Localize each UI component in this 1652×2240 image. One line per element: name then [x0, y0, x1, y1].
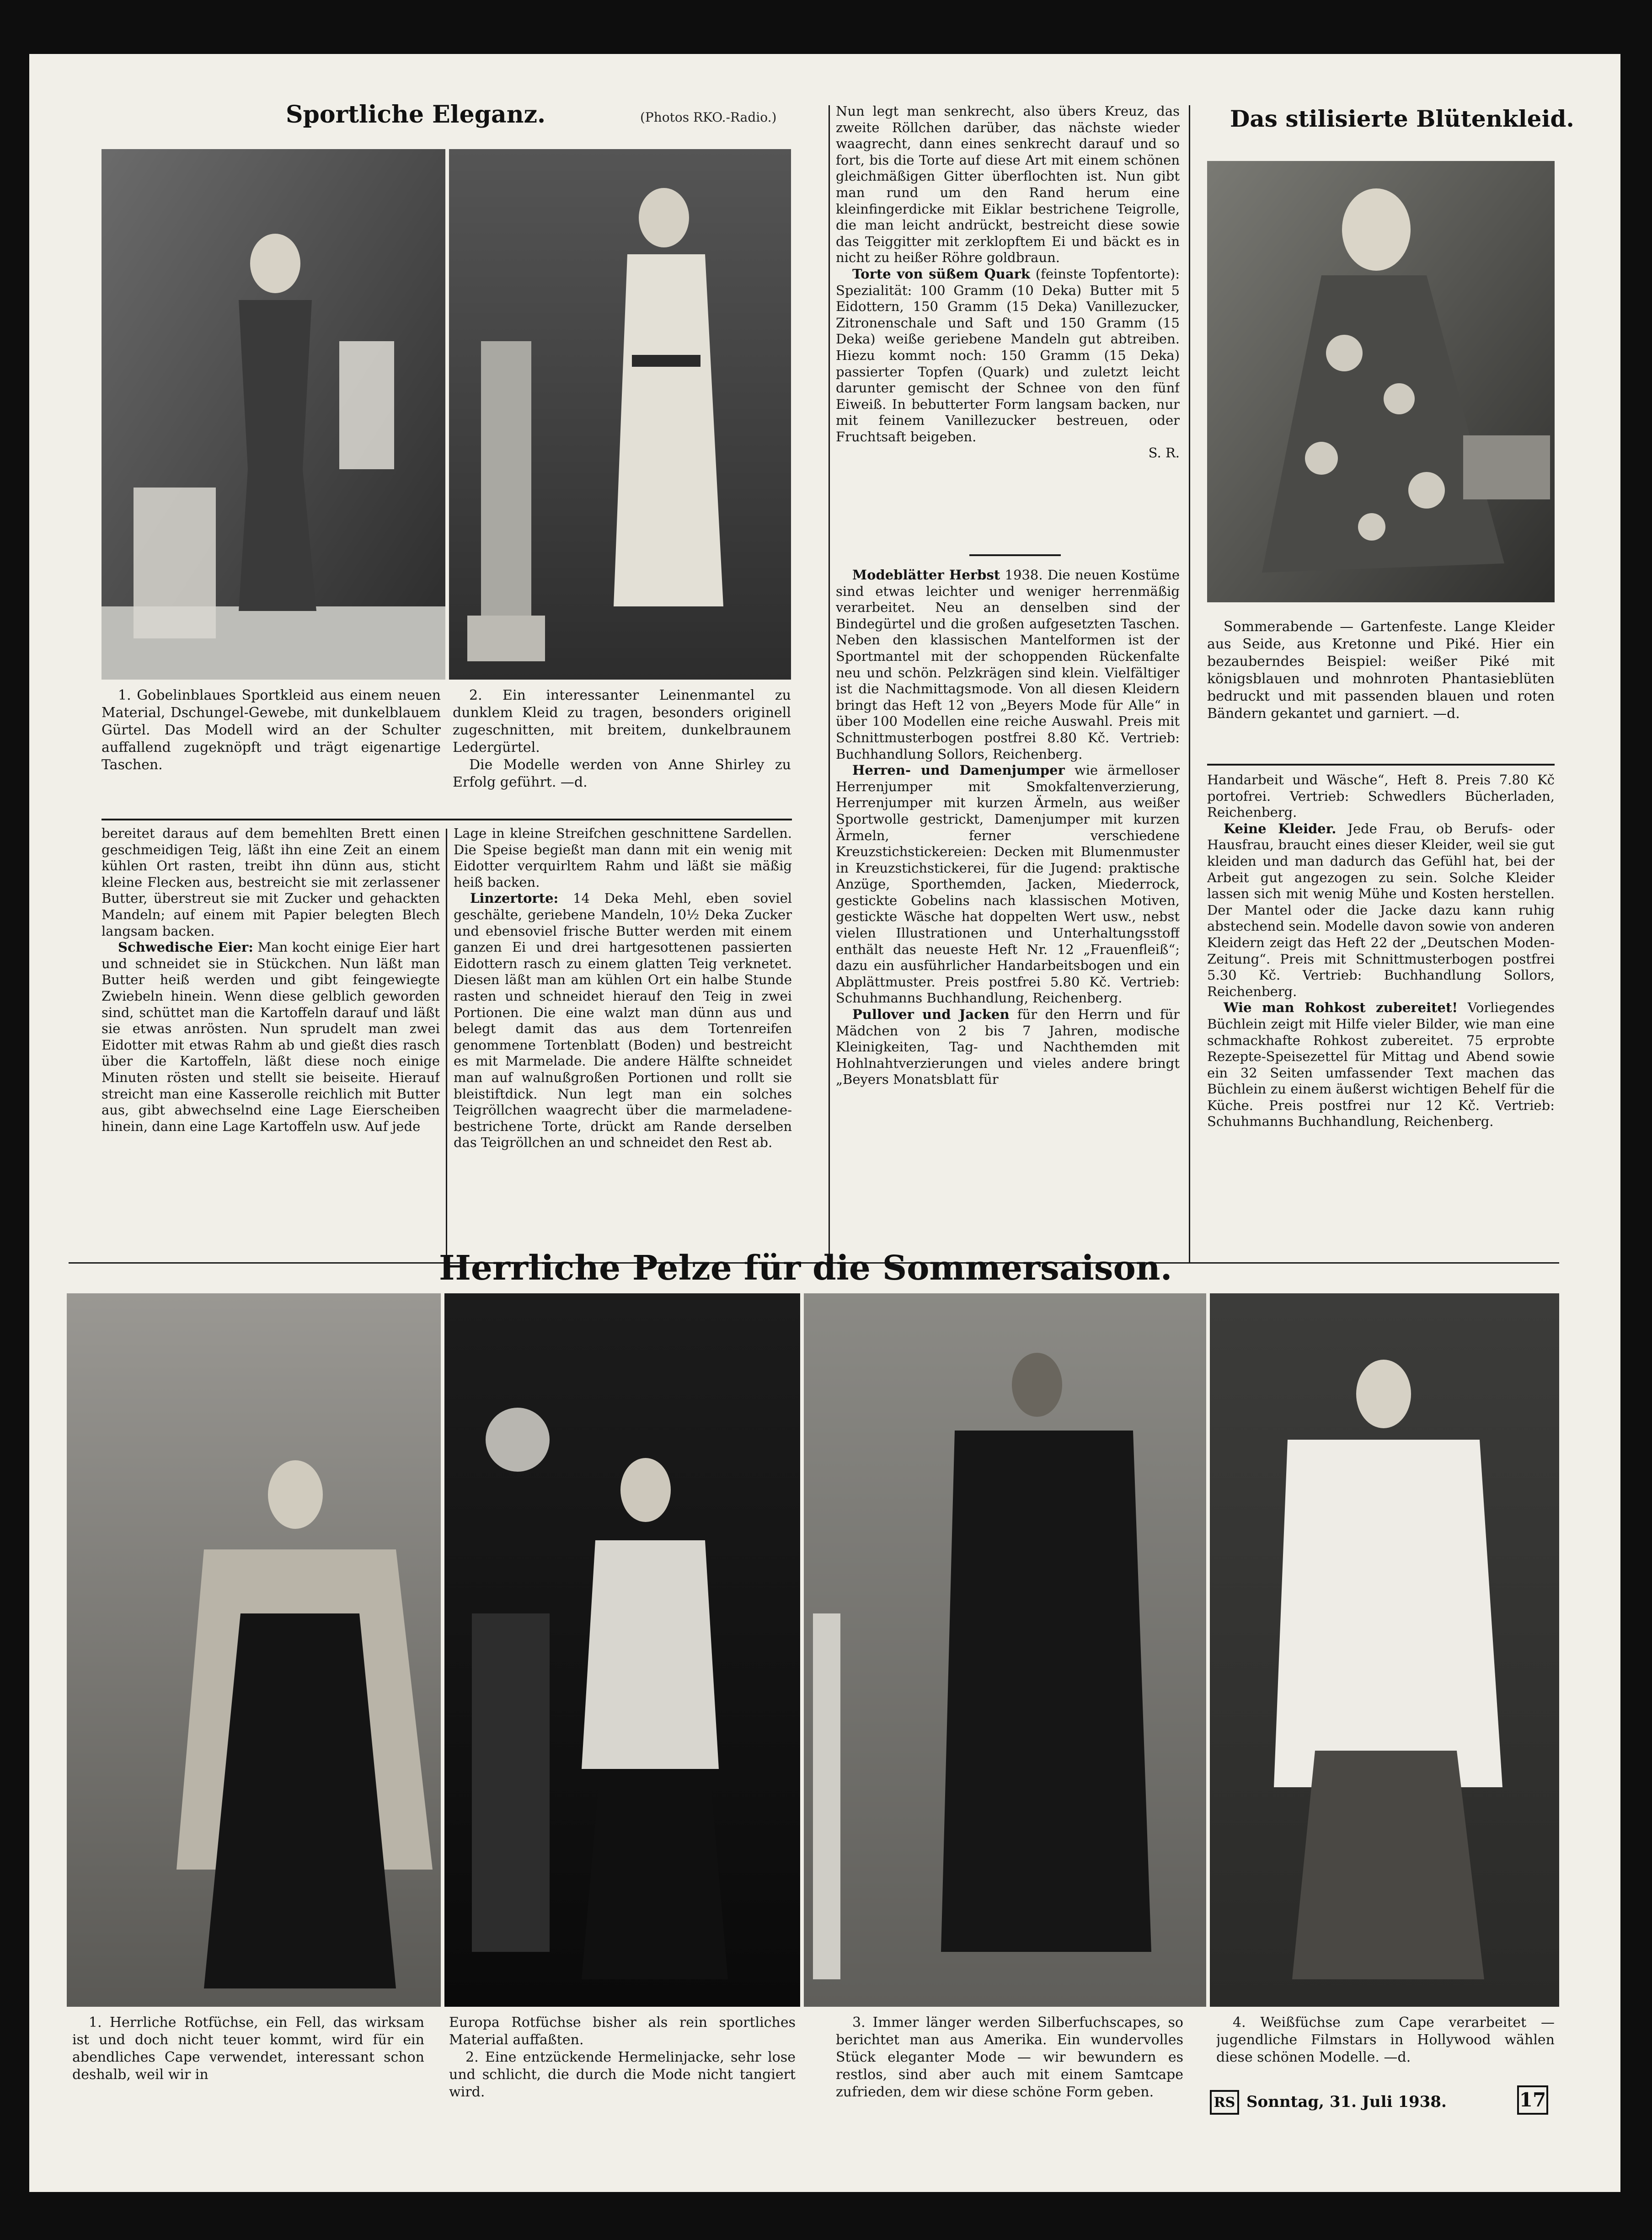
note-paragraph: Wie man Rohkost zubereitet! Vorliegendes Büchlein zeigt mit Hilfe vieler Bilder, wie man eine schmackhafte Rohkost zubereitet. 75 erprobte Rezepte-Speisezettel für Mittag und Abend sowie ein 32 Seiten umfassender Text machen das Büchlein zu einem äußerst wichtigen Behelf für die Küche. Preis postfrei nur 12 Kč. Vertrieb: Schuhmanns Buchhandlung, Reichenberg.: [1207, 1000, 1555, 1130]
note-paragraph: Herren- und Damenjumper wie ärmelloser Herrenjumper mit Smokfaltenverzierung, Herrenjumper mit kurzen Ärmeln, aus weißer Sportwolle gestrickt, Damenjumper mit kurzen Ärmeln, ferner verschiedene Kreuzstichstickereien: Decken mit Blumenmuster in Kreuzstichstickerei, für die Jugend: praktische Anzüge, Sporthemden, Jacken, Miederrock, gestickte Gobelins nach klassischen Motiven, gestickte Wäsche hat doppelten Wert usw., nebst vielen Illustrationen und Unterhaltungsstoff enthält das neueste Heft Nr. 12 „Frauenfleiß“; dazu ein ausführlicher Handarbeitsbogen und ein Abplättmuster. Preis postfrei 5.80 Kč. Vertrieb: Schuhmanns Buchhandlung, Reichenberg.: [836, 762, 1180, 1006]
note-paragraph: Keine Kleider. Jede Frau, ob Berufs- oder Hausfrau, braucht eines dieser Kleider, weil sie gut kleiden und man dadurch das Gefühl hat, bei der Arbeit gut angezogen zu sein. Solche Kleider lassen sich mit wenig Mühe und Kosten herstellen. Der Mantel oder die Jacke dazu kann ruhig abstechend sein. Modelle davon sowie von anderen Kleidern zeigt das Heft 22 der „Deutschen Moden-Zeitung“. Preis mit Schnittmusterbogen postfrei 5.30 Kč. Vertrieb: Buchhandlung Sollors, Reichenberg.: [1207, 820, 1555, 999]
caption-ermine-cont: Europa Rotfüchse bisher als rein sportliches Material auffaßten.: [449, 2015, 796, 2048]
recipe-column-2: [454, 825, 792, 1262]
recipe-paragraph: bereitet daraus auf dem bemehlten Brett einen geschmeidigen Teig, läßt ihn eine Zeit an einem kühlen Ort rasten, treibt ihn dünn aus, sticht kleine Flecken aus, bestreicht sie mit zerlassener Butter, überstreut sie mit Zucker und gehackten Mandeln; auf einem mit Papier belegten Blech langsam backen.: [102, 825, 440, 939]
page-number: 17: [1517, 2085, 1548, 2115]
caption-ermine: [449, 2014, 796, 2133]
note-paragraph: Modeblätter Herbst 1938. Die neuen Kostüme sind etwas leichter und weniger herrenmäßig verarbeitet. Neu an denselben sind der Bindegürtel und die großen aufgesetzten Taschen. Neben den klassischen Mantelformen ist der Sportmantel mit der schoppenden Rückenfalte neu und schön. Pelzkrägen sind klein. Vielfältiger ist die Nachmittagsmode. Von all diesen Kleidern bringt das Heft 12 von „Beyers Mode für Alle“ in über 100 Modellen eine reiche Auswahl. Preis mit Schnittmusterbogen postfrei 8.80 Kč. Vertrieb: Buchhandlung Sollors, Reichenberg.: [836, 567, 1180, 762]
issue-date: Sonntag, 31. Juli 1938.: [1246, 2093, 1447, 2111]
recipe-paragraph: Schwedische Eier: Man kocht einige Eier hart und schneidet sie in Stückchen. Nun läßt man Butter heiß werden und gibt feingewiegte Zwiebeln hinein. Wenn diese gelblich geworden sind, schüttet man die Kartoffeln darauf und läßt sie etwas anrösten. Nun sprudelt man zwei Eidotter mit etwas Rahm ab und gießt dies rasch über die Kartoffeln, läßt diese noch einige Minuten rösten und stellt sie beiseite. Hierauf streicht man eine Kasserolle reichlich mit Butter aus, gibt abwechselnd eine Lage Eierscheiben hinein, dann eine Lage Kartoffeln usw. Auf jede: [102, 939, 440, 1134]
fashion-notes-column-3: [836, 567, 1180, 1262]
recipe-column-3: [836, 103, 1180, 542]
logo-text: RS: [1214, 2094, 1235, 2111]
caption-sport-dress: 1. Gobelinblaues Sportkleid aus einem neuen Material, Dschungel-Gewebe, mit dunkelblauem Gürtel. Das Modell wird an der Schulter auffallend zugeknöpft und trägt eigenartige Taschen.: [102, 687, 441, 773]
heading-sport-elegance: Sportliche Eleganz.: [286, 101, 546, 129]
caption-white-fox: 4. Weißfüchse zum Cape verarbeitet — jugendliche Filmstars in Hollywood wählen diese schönen Modelle. —d.: [1216, 2015, 1555, 2065]
fashion-notes-column-4: [1207, 772, 1555, 1262]
divider-col-4-mid: [1207, 764, 1555, 766]
caption-ermine-main: 2. Eine entzückende Hermelinjacke, sehr lose und schlicht, die durch die Mode nicht tangiert wird.: [449, 2049, 796, 2100]
recipe-signature: S. R.: [1148, 445, 1180, 461]
recipe-paragraph: Nun legt man senkrecht, also übers Kreuz, das zweite Röllchen darüber, das nächste wieder waagrecht, dann eines senkrecht darauf und so fort, bis die Torte auf diese Art mit einem schönen gleichmäßigen Gitter überflochten ist. Nun gibt man rund um den Rand herum eine kleinfingerdicke mit Eiklar bestrichene Teigrolle, die man leicht andrückt, bestreicht diese sowie das Teiggitter mit zerklopftem Ei und bäckt es in nicht zu heißer Röhre goldbraun.: [836, 103, 1180, 266]
red-fox-cape-photo: [67, 1293, 441, 2007]
linen-coat-photo: [449, 149, 791, 680]
ermine-jacket-photo: [444, 1293, 800, 2007]
flower-dress-photo: [1207, 161, 1555, 602]
heading-flower-dress: Das stilisierte Blütenkleid.: [1230, 105, 1574, 132]
sport-dress-photo: [102, 149, 445, 680]
caption-flower-dress: Sommerabende — Gartenfeste. Lange Kleider aus Seide, aus Kretonne und Piké. Hier ein bezauberndes Beispiel: weißer Piké mit königsblauen und mohnroten Phantasieblüten bedruckt und mit passenden blauen und roten Bändern gekantet und garniert. —d.: [1207, 619, 1555, 722]
caption-anne-shirley: Die Modelle werden von Anne Shirley zu Erfolg geführt. —d.: [453, 757, 791, 790]
divider-col-3: [829, 105, 830, 1262]
recipe-paragraph: Lage in kleine Streifchen geschnittene Sardellen. Die Speise begießt man dann mit ein wenig mit Eidotter verquirltem Rahm und läßt sie mäßig heiß backen.: [454, 825, 792, 890]
caption-linen-coat: 2. Ein interessanter Leinenmantel zu dunklem Kleid zu tragen, besonders originell zugeschnitten, mit breitem, dunkelbraunem Ledergürtel. Die Modelle werden von Anne Shirley zu Erfolg geführt. —d.: [453, 687, 791, 790]
divider-short-col-3: [969, 554, 1061, 556]
divider-col-1-2: [446, 829, 447, 1261]
heading-fur-summer: Herrliche Pelze für die Sommersaison.: [439, 1249, 1172, 1288]
note-paragraph: Handarbeit und Wäsche“, Heft 8. Preis 7.80 Kč portofrei. Vertrieb: Schwedlers Bücherladen, Reichenberg.: [1207, 772, 1555, 820]
publication-logo: [1210, 2090, 1239, 2115]
note-paragraph: Pullover und Jacken für den Herrn und für Mädchen von 2 bis 7 Jahren, modische Kleinigkeiten, Tag- und Nachthemden mit Hohlnahtverzierungen und vieles andere bringt „Beyers Monatsblatt für: [836, 1007, 1180, 1088]
recipe-paragraph: Torte von süßem Quark (feinste Topfentorte): Spezialität: 100 Gramm (10 Deka) Butter mit 5 Eidottern, 150 Gramm (15 Deka) Vanillezucker, Zitronenschale und Saft und 150 Gramm (15 Deka) weiße geriebene Mandeln gut abtreiben. Hiezu kommt noch: 150 Gramm (15 Deka) passierter Topfen (Quark) und zuletzt leicht darunter gemischt der Schnee von den fünf Eiweiß. In bebutterter Form langsam backen, nur mit feinem Vanillezucker bestreuen, oder Fruchtsaft beigeben.: [836, 266, 1180, 445]
white-fox-cape-photo: [1210, 1293, 1559, 2007]
silver-fox-cape-photo: [804, 1293, 1206, 2007]
recipe-column-1: [102, 825, 440, 1262]
caption-silver-fox: 3. Immer länger werden Silberfuchscapes, so berichtet man aus Amerika. Ein wundervolles Stück eleganter Mode — wir bewundern es restlos, sind aber auch mit einem Samtcape zufrieden, dem wir diese schöne Form geben.: [836, 2015, 1183, 2100]
recipe-paragraph: Linzertorte: 14 Deka Mehl, eben soviel geschälte, geriebene Mandeln, 10½ Deka Zucker und ebensoviel frische Butter werden mit einem ganzen Ei und drei hartgesottenen passierten Eidottern rasch zu einem glatten Teig verknetet. Diesen läßt man am kühlen Ort ein halbe Stunde rasten und schneidet hierauf den Teig in zwei Portionen. Die eine walzt man dünn aus und belegt damit das aus dem Tortenreifen genommene Tortenblatt (Boden) und bestreicht es mit Marmelade. Die andere Hälfte schneidet man auf walnußgroßen Portionen und rollt sie bleistiftdick. Nun legt man ein solches Teigröllchen waagrecht über die marmeladene-bestrichene Torte, drückt am Rande derselben das Teigröllchen an und schneidet den Rest ab.: [454, 890, 792, 1151]
caption-red-fox: 1. Herrliche Rotfüchse, ein Fell, das wirksam ist und doch nicht teuer kommt, wird für ein abendliches Cape verwendet, interessant schon deshalb, weil wir in: [72, 2015, 424, 2083]
photo-credit: (Photos RKO.-Radio.): [640, 110, 777, 125]
divider-top-left: [102, 819, 792, 820]
divider-col-4: [1189, 105, 1190, 1262]
